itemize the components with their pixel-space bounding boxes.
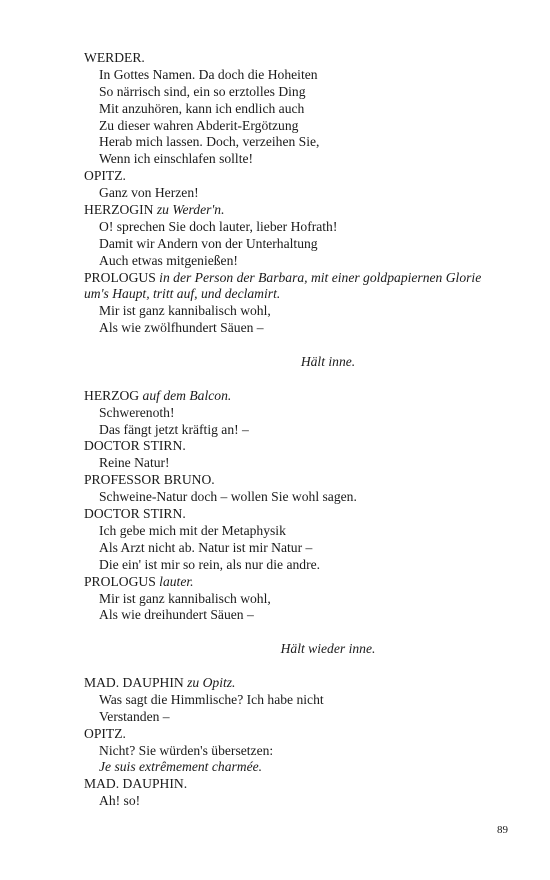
verse-line: Als Arzt nicht ab. Natur ist mir Natur – bbox=[99, 539, 313, 555]
speaker-line bbox=[84, 675, 524, 692]
centered-stage-direction: Hält inne. bbox=[300, 354, 356, 370]
verse-line: Mir ist ganz kannibalisch wohl, bbox=[99, 303, 271, 319]
verse-line: Herab mich lassen. Doch, verzeihen Sie, bbox=[99, 134, 320, 150]
verse-line: Zu dieser wahren Abderit-Ergötzung bbox=[99, 117, 299, 133]
verse-line: Verstanden – bbox=[99, 708, 170, 724]
speaker-line bbox=[84, 202, 524, 219]
verse-line: Mit anzuhören, kann ich endlich auch bbox=[99, 100, 305, 116]
speaker-name: PROLOGUS bbox=[84, 573, 156, 589]
speaker-name: DOCTOR STIRN. bbox=[84, 506, 186, 522]
play-text-page bbox=[84, 50, 524, 810]
speaker-line bbox=[84, 168, 524, 185]
verse-line: Wenn ich einschlafen sollte! bbox=[99, 151, 254, 167]
stage-direction-continued: um's Haupt, tritt auf, und declamirt. bbox=[84, 286, 281, 302]
blank-line bbox=[84, 371, 524, 388]
verse-line: In Gottes Namen. Da doch die Hoheiten bbox=[99, 66, 318, 82]
verse-line: Nicht? Sie würden's übersetzen: bbox=[99, 742, 274, 758]
speaker-line bbox=[84, 50, 524, 67]
page-number: 89 bbox=[497, 824, 508, 836]
stage-direction: in der Person der Barbara, mit einer goldpapiernen Glorie bbox=[159, 269, 482, 285]
speaker-name: HERZOG bbox=[84, 387, 140, 403]
speaker-line bbox=[84, 776, 524, 793]
speaker-name: PROFESSOR BRUNO. bbox=[84, 472, 215, 488]
speaker-name: DOCTOR STIRN. bbox=[84, 438, 186, 454]
verse-line: Was sagt die Himmlische? Ich habe nicht bbox=[99, 691, 324, 707]
speaker-line bbox=[84, 506, 524, 523]
stage-direction: zu Opitz. bbox=[187, 674, 236, 690]
verse-line: Schwerenoth! bbox=[99, 404, 175, 420]
speaker-name: OPITZ. bbox=[84, 168, 126, 184]
verse-line: Mir ist ganz kannibalisch wohl, bbox=[99, 590, 271, 606]
blank-line bbox=[84, 658, 524, 675]
speaker-name: OPITZ. bbox=[84, 725, 126, 741]
verse-line: So närrisch sind, ein so erztolles Ding bbox=[99, 83, 306, 99]
speaker-name: PROLOGUS bbox=[84, 269, 156, 285]
speaker-line bbox=[84, 388, 524, 405]
speaker-name: MAD. DAUPHIN bbox=[84, 674, 184, 690]
blank-line bbox=[84, 624, 524, 641]
verse-line: Als wie dreihundert Säuen – bbox=[99, 607, 254, 623]
verse-line: Reine Natur! bbox=[99, 455, 170, 471]
verse-line: O! sprechen Sie doch lauter, lieber Hofrath! bbox=[99, 218, 338, 234]
verse-line: Ich gebe mich mit der Metaphysik bbox=[99, 522, 286, 538]
verse-line: Als wie zwölfhundert Säuen – bbox=[99, 320, 264, 336]
speaker-line bbox=[84, 438, 524, 455]
verse-line: Je suis extrêmement charmée. bbox=[99, 759, 263, 775]
verse-line: Ah! so! bbox=[99, 793, 141, 809]
speaker-line bbox=[84, 574, 524, 591]
stage-direction: auf dem Balcon. bbox=[142, 387, 232, 403]
speaker-name: WERDER. bbox=[84, 50, 145, 65]
verse-line: Damit wir Andern von der Unterhaltung bbox=[99, 235, 318, 251]
verse-line: Schweine-Natur doch – wollen Sie wohl sagen. bbox=[99, 489, 357, 505]
blank-line bbox=[84, 337, 524, 354]
verse-line: Auch etwas mitgenießen! bbox=[99, 252, 238, 268]
verse-line: Das fängt jetzt kräftig an! – bbox=[99, 421, 249, 437]
verse-line: Die ein' ist mir so rein, als nur die andre. bbox=[99, 556, 321, 572]
centered-stage-direction: Hält wieder inne. bbox=[280, 641, 376, 657]
stage-direction: zu Werder'n. bbox=[156, 202, 225, 218]
speaker-line bbox=[84, 472, 524, 489]
speaker-name: HERZOGIN bbox=[84, 202, 154, 218]
verse-line: Ganz von Herzen! bbox=[99, 185, 199, 201]
speaker-line bbox=[84, 726, 524, 743]
speaker-name: MAD. DAUPHIN. bbox=[84, 776, 188, 792]
stage-direction: lauter. bbox=[159, 573, 194, 589]
speaker-line bbox=[84, 270, 524, 287]
